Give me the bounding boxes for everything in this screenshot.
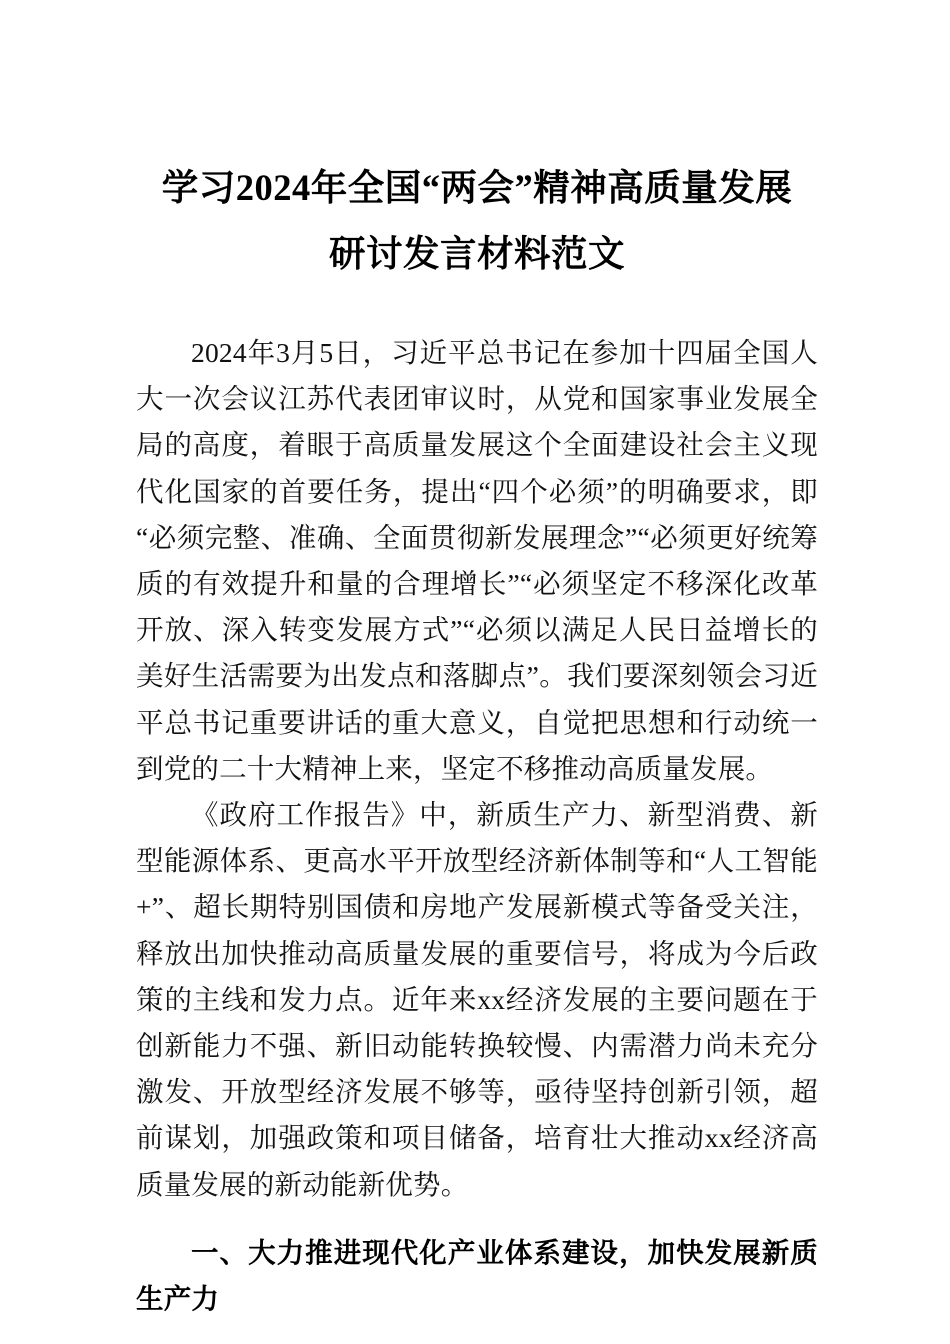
- page-title-line-1: 学习2024年全国“两会”精神高质量发展: [161, 167, 793, 208]
- document-body: [136, 0, 818, 1322]
- body-paragraph-2: 《政府工作报告》中，新质生产力、新型消费、新型能源体系、更高水平开放型经济新体制等和“人工智能+”、超长期特别国债和房地产发展新模式等备受关注，释放出加快推动高质量发展的重要信号，将成为今后政策的主线和发力点。近年来xx经济发展的主要问题在于创新能力不强、新旧动能转换较慢、内需潜力尚未充分激发、开放型经济发展不够等，亟待坚持创新引领，超前谋划，加强政策和项目储备，培育壮大推动xx经济高质量发展的新动能新优势。: [136, 799, 818, 1200]
- section-heading-1: 一、大力推进现代化产业体系建设，加快发展新质生产力: [136, 1236, 818, 1315]
- page-title-line-2: 研讨发言材料范文: [329, 233, 625, 274]
- body-paragraph-1: 2024年3月5日，习近平总书记在参加十四届全国人大一次会议江苏代表团审议时，从党和国家事业发展全局的高度，着眼于高质量发展这个全面建设社会主义现代化国家的首要任务，提出“四个必须”的明确要求，即“必须完整、准确、全面贯彻新发展理念”“必须更好统筹质的有效提升和量的合理增长”“必须坚定不移深化改革开放、深入转变发展方式”“必须以满足人民日益增长的美好生活需要为出发点和落脚点”。我们要深刻领会习近平总书记重要讲话的重大意义，自觉把思想和行动统一到党的二十大精神上来，坚定不移推动高质量发展。: [136, 337, 818, 784]
- page-title: [136, 0, 818, 287]
